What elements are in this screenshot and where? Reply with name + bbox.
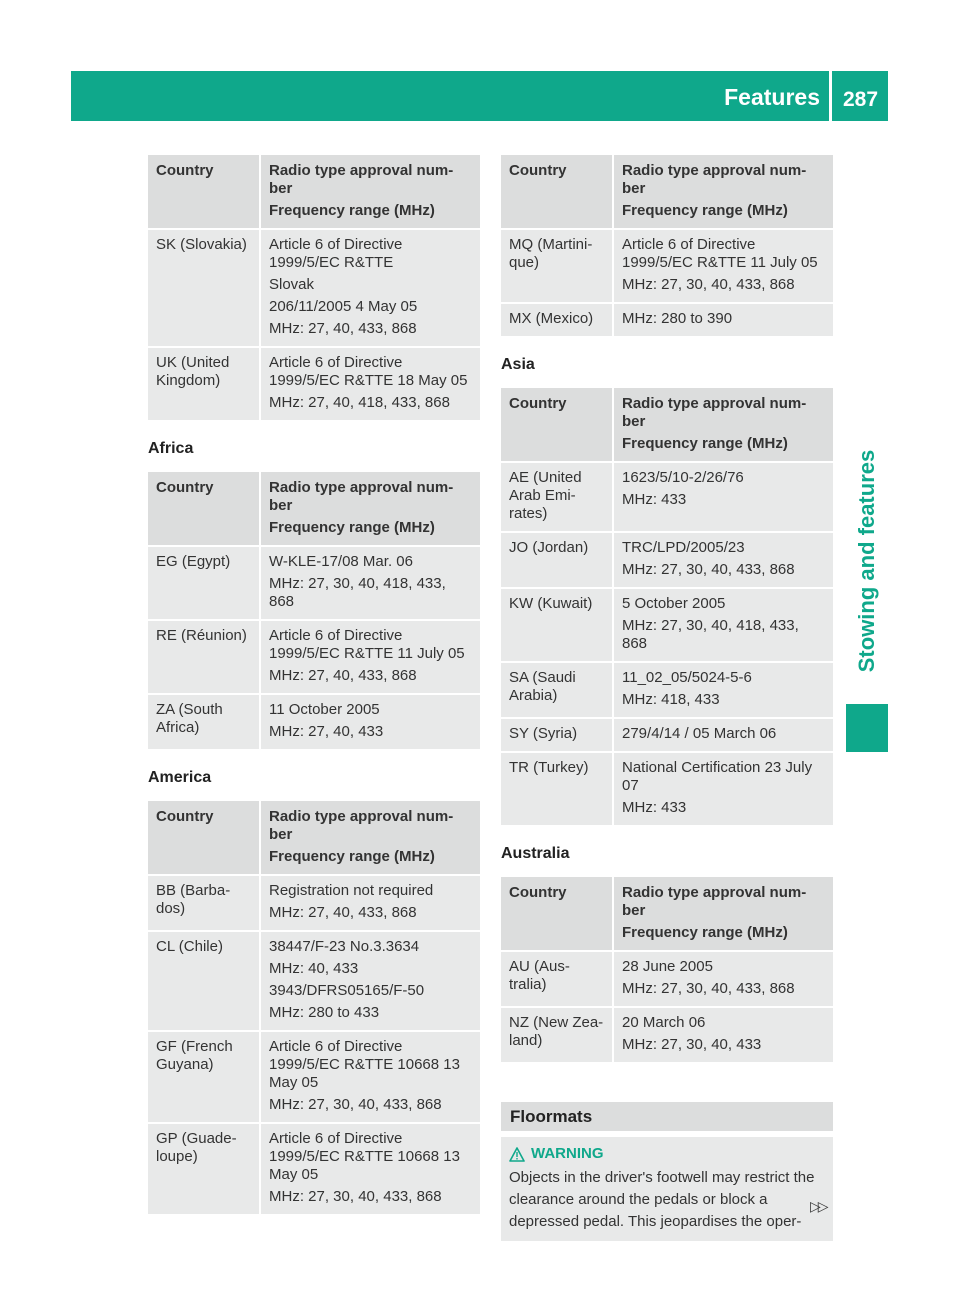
approval-cell: [261, 621, 480, 695]
continue-arrows-icon: ▷▷: [810, 1198, 826, 1214]
approval-line: MHz: 40, 433: [269, 960, 359, 977]
approval-cell: [614, 952, 833, 1008]
column-header-approval-line: Radio type approval num-: [269, 162, 454, 179]
approval-cell: [614, 753, 833, 827]
column-header-frequency: Frequency range (MHz): [622, 924, 788, 941]
column-header-country: Country: [501, 155, 614, 230]
table-row: [501, 304, 833, 338]
approval-line: 11 October 2005: [269, 701, 380, 718]
country-cell: MX (Mexico): [501, 304, 614, 338]
column-header-approval-line: ber: [269, 497, 293, 514]
table-row: [501, 230, 833, 304]
section-heading-asia: Asia: [501, 356, 535, 373]
table-row: [148, 230, 480, 348]
table-row: [501, 463, 833, 533]
approval-line: MHz: 27, 40, 433, 868: [269, 320, 417, 337]
country-cell: SY (Syria): [501, 719, 614, 753]
column-header-approval: [261, 472, 480, 547]
column-header-country: Country: [501, 877, 614, 952]
column-header-country: Country: [148, 801, 261, 876]
warning-header: [509, 1143, 825, 1165]
column-header-frequency: Frequency range (MHz): [269, 848, 435, 865]
approval-line: MHz: 433: [622, 491, 687, 508]
country-cell: BB (Barba-dos): [148, 876, 261, 932]
approval-cell: [614, 230, 833, 304]
approval-line: MHz: 27, 30, 40, 433, 868: [622, 561, 795, 578]
table-row: [148, 348, 480, 422]
approval-line: 5 October 2005: [622, 595, 726, 612]
column-header-approval-line: Radio type approval num-: [269, 808, 454, 825]
table-header-row: [501, 388, 833, 463]
section-heading-africa: Africa: [148, 440, 194, 457]
approval-cell: [261, 932, 480, 1032]
country-cell: CL (Chile): [148, 932, 261, 1032]
table-row: [148, 695, 480, 751]
column-header-approval: [261, 801, 480, 876]
approval-line: MHz: 27, 30, 40, 433, 868: [269, 1096, 442, 1113]
approval-cell: [614, 589, 833, 663]
column-header-approval-line: Radio type approval num-: [269, 479, 454, 496]
table-header-row: [148, 155, 480, 230]
approval-line: Article 6 of Directive 1999/5/EC R&TTE 11 July 05: [269, 627, 465, 662]
table-row: [148, 1124, 480, 1216]
table-row: [148, 1032, 480, 1124]
approval-cell: [614, 533, 833, 589]
approval-line: MHz: 27, 30, 40, 418, 433, 868: [622, 617, 799, 652]
approval-line: 279/4/14 / 05 March 06: [622, 725, 777, 742]
side-tab-marker: [846, 704, 888, 752]
right-column: [501, 155, 833, 1241]
approval-line: MHz: 27, 40, 433: [269, 723, 384, 740]
left-column: [148, 155, 480, 1216]
approval-cell: [614, 719, 833, 753]
approval-line: MHz: 280 to 390: [622, 310, 733, 327]
column-header-approval-line: ber: [622, 902, 646, 919]
approval-line: MHz: 418, 433: [622, 691, 720, 708]
approval-cell: [261, 547, 480, 621]
approval-line: MHz: 27, 30, 40, 433, 868: [622, 276, 795, 293]
approval-line: MHz: 27, 40, 433, 868: [269, 904, 417, 921]
table-row: [501, 663, 833, 719]
approval-line: Article 6 of Directive 1999/5/EC R&TTE 10668 13 May 05: [269, 1038, 460, 1091]
column-header-approval: [614, 388, 833, 463]
warning-box: [501, 1137, 833, 1241]
table-row: [501, 952, 833, 1008]
approval-cell: [261, 695, 480, 751]
approval-line: National Certification 23 July 07: [622, 759, 813, 794]
approval-line: Article 6 of Directive 1999/5/EC R&TTE 10668 13 May 05: [269, 1130, 460, 1183]
approval-line: MHz: 27, 30, 40, 433, 868: [622, 980, 795, 997]
column-header-approval-line: ber: [269, 180, 293, 197]
table-row: [148, 932, 480, 1032]
column-header-frequency: Frequency range (MHz): [622, 435, 788, 452]
approval-cell: [614, 304, 833, 338]
approval-line: Article 6 of Directive 1999/5/EC R&TTE: [269, 236, 403, 271]
header-divider: [829, 71, 832, 121]
approval-cell: [261, 1124, 480, 1216]
approval-line: MHz: 27, 30, 40, 433, 868: [269, 1188, 442, 1205]
side-tab-label: Stowing and features: [854, 449, 879, 673]
approval-cell: [261, 876, 480, 932]
approval-line: 20 March 06: [622, 1014, 706, 1031]
column-header-approval-line: Radio type approval num-: [622, 884, 807, 901]
approval-cell: [614, 463, 833, 533]
table-header-row: [501, 877, 833, 952]
approval-cell: [261, 348, 480, 422]
america-continued-table: [501, 155, 833, 338]
warning-label: WARNING: [531, 1145, 604, 1162]
table-header-row: [501, 155, 833, 230]
column-header-approval-line: Radio type approval num-: [622, 395, 807, 412]
country-cell: RE (Réunion): [148, 621, 261, 695]
australia-table: [501, 877, 833, 1064]
section-heading-australia: Australia: [501, 845, 570, 862]
country-cell: TR (Turkey): [501, 753, 614, 827]
approval-line: MHz: 27, 40, 418, 433, 868: [269, 394, 450, 411]
floormats-heading: Floormats: [501, 1102, 833, 1131]
country-cell: EG (Egypt): [148, 547, 261, 621]
table-header-row: [148, 801, 480, 876]
country-cell: UK (United Kingdom): [148, 348, 261, 422]
column-header-frequency: Frequency range (MHz): [622, 202, 788, 219]
column-header-frequency: Frequency range (MHz): [269, 519, 435, 536]
table-row: [148, 876, 480, 932]
table-row: [501, 753, 833, 827]
approval-cell: [261, 230, 480, 348]
table-row: [501, 533, 833, 589]
column-header-approval-line: ber: [269, 826, 293, 843]
table-header-row: [148, 472, 480, 547]
country-cell: KW (Kuwait): [501, 589, 614, 663]
table-row: [501, 1008, 833, 1064]
country-cell: JO (Jordan): [501, 533, 614, 589]
column-header-approval-line: Radio type approval num-: [622, 162, 807, 179]
approval-line: MHz: 27, 30, 40, 418, 433, 868: [269, 575, 446, 610]
country-cell: AE (United Arab Emi-rates): [501, 463, 614, 533]
country-cell: ZA (South Africa): [148, 695, 261, 751]
approval-line: 11_02_05/5024-5-6: [622, 669, 752, 686]
table-row: [148, 547, 480, 621]
column-header-country: Country: [148, 472, 261, 547]
approval-line: 38447/F-23 No.3.3634: [269, 938, 420, 955]
approval-line: TRC/LPD/2005/23: [622, 539, 745, 556]
approval-line: MHz: 27, 30, 40, 433: [622, 1036, 762, 1053]
country-cell: SK (Slovakia): [148, 230, 261, 348]
america-table: [148, 801, 480, 1216]
column-header-country: Country: [148, 155, 261, 230]
approval-line: 28 June 2005: [622, 958, 713, 975]
approval-line: MHz: 280 to 433: [269, 1004, 380, 1021]
approval-line: 3943/DFRS05165/F-50: [269, 982, 425, 999]
africa-table: [148, 472, 480, 751]
approval-line: 1623/5/10-2/26/76: [622, 469, 744, 486]
country-cell: GF (French Guyana): [148, 1032, 261, 1124]
asia-table: [501, 388, 833, 827]
approval-line: Registration not required: [269, 882, 434, 899]
warning-text: Objects in the driver's footwell may restrict the clearance around the pedals or block a depressed pedal. This jeopardises the oper-: [509, 1169, 815, 1230]
table-row: [501, 589, 833, 663]
country-cell: GP (Guade-loupe): [148, 1124, 261, 1216]
country-cell: NZ (New Zea-land): [501, 1008, 614, 1064]
column-header-approval: [261, 155, 480, 230]
approval-line: Article 6 of Directive 1999/5/EC R&TTE 18 May 05: [269, 354, 468, 389]
column-header-approval: [614, 877, 833, 952]
column-header-country: Country: [501, 388, 614, 463]
column-header-approval-line: ber: [622, 413, 646, 430]
approval-line: Slovak: [269, 276, 315, 293]
approval-cell: [614, 1008, 833, 1064]
approval-line: Article 6 of Directive 1999/5/EC R&TTE 11 July 05: [622, 236, 818, 271]
approval-cell: [261, 1032, 480, 1124]
approval-cell: [614, 663, 833, 719]
column-header-approval-line: ber: [622, 180, 646, 197]
country-cell: MQ (Martini-que): [501, 230, 614, 304]
country-cell: AU (Aus-tralia): [501, 952, 614, 1008]
approval-line: MHz: 27, 40, 433, 868: [269, 667, 417, 684]
column-header-frequency: Frequency range (MHz): [269, 202, 435, 219]
approval-line: 206/11/2005 4 May 05: [269, 298, 418, 315]
country-cell: SA (Saudi Arabia): [501, 663, 614, 719]
approval-line: W-KLE-17/08 Mar. 06: [269, 553, 413, 570]
column-header-approval: [614, 155, 833, 230]
section-heading-america: America: [148, 769, 212, 786]
table-row: [501, 719, 833, 753]
approval-line: MHz: 433: [622, 799, 687, 816]
europe-table: [148, 155, 480, 422]
table-row: [148, 621, 480, 695]
page-number: 287: [843, 88, 879, 111]
section-title: Features: [724, 84, 820, 110]
warning-triangle-icon: [509, 1147, 525, 1162]
